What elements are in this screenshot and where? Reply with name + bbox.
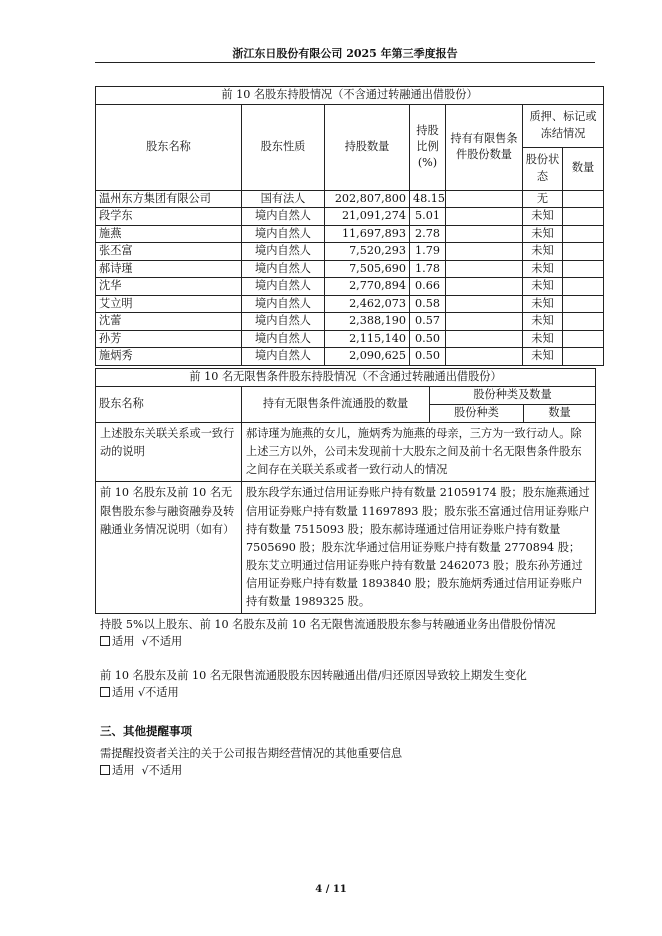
cell-quantity: 2,462,073	[325, 295, 410, 313]
cell-status: 无	[523, 190, 563, 208]
header-pledge-status: 股份状态	[523, 147, 563, 190]
cell-name: 施炳秀	[96, 348, 242, 366]
cell-nature: 境内自然人	[242, 278, 325, 296]
cell-pledge-qty	[563, 260, 604, 278]
option-apply: 适用	[112, 635, 135, 648]
top10-table-title: 前 10 名股东持股情况（不含通过转融通出借股份）	[96, 87, 604, 105]
cell-nature: 境内自然人	[242, 313, 325, 331]
cell-restricted	[446, 313, 523, 331]
cell-ratio: 1.79	[410, 243, 446, 261]
relation-label: 上述股东关联关系或一致行动的说明	[96, 423, 242, 482]
lending-options	[100, 633, 556, 650]
unrestricted-table-title: 前 10 名无限售条件股东持股情况（不含通过转融通出借股份）	[96, 369, 596, 387]
cell-status: 未知	[523, 278, 563, 296]
cell-restricted	[446, 208, 523, 226]
cell-quantity: 2,770,894	[325, 278, 410, 296]
cell-pledge-qty	[563, 295, 604, 313]
option-apply: 适用	[112, 764, 135, 777]
checkbox-icon	[100, 636, 110, 646]
header-share-count: 数量	[524, 405, 596, 423]
table-row	[96, 313, 604, 331]
table-row	[96, 260, 604, 278]
cell-quantity: 11,697,893	[325, 225, 410, 243]
table-row	[96, 190, 604, 208]
cell-restricted	[446, 295, 523, 313]
cell-pledge-qty	[563, 313, 604, 331]
cell-name: 郝诗瑾	[96, 260, 242, 278]
cell-restricted	[446, 348, 523, 366]
checkbox-icon	[100, 765, 110, 775]
cell-name: 张丕富	[96, 243, 242, 261]
cell-pledge-qty	[563, 208, 604, 226]
lending-disclosure	[100, 616, 556, 650]
header-unres-quantity: 持有无限售条件流通股的数量	[242, 387, 430, 423]
cell-restricted	[446, 243, 523, 261]
cell-nature: 境内自然人	[242, 225, 325, 243]
top10-shareholders-table	[95, 86, 604, 366]
cell-status: 未知	[523, 313, 563, 331]
cell-ratio: 1.78	[410, 260, 446, 278]
section-title: 三、其他提醒事项	[100, 724, 192, 738]
cell-name: 段学东	[96, 208, 242, 226]
header-share-type-group: 股份种类及数量	[430, 387, 596, 405]
cell-pledge-qty	[563, 225, 604, 243]
table-row	[96, 225, 604, 243]
header-pledge-group: 质押、标记或冻结情况	[523, 104, 604, 147]
table-row	[96, 243, 604, 261]
cell-name: 温州东方集团有限公司	[96, 190, 242, 208]
lending-change-disclosure	[100, 667, 527, 701]
cell-status: 未知	[523, 348, 563, 366]
table-row	[96, 348, 604, 366]
cell-status: 未知	[523, 330, 563, 348]
margin-trading-label: 前 10 名股东及前 10 名无限售股东参与融资融券及转融通业务情况说明（如有）	[96, 482, 242, 614]
cell-restricted	[446, 330, 523, 348]
cell-pledge-qty	[563, 278, 604, 296]
cell-nature: 国有法人	[242, 190, 325, 208]
option-not-apply: √不适用	[137, 686, 179, 699]
cell-ratio: 0.58	[410, 295, 446, 313]
header-shareholder-name: 股东名称	[96, 104, 242, 190]
cell-ratio: 0.50	[410, 348, 446, 366]
header-unres-name: 股东名称	[96, 387, 242, 423]
header-pledge-quantity: 数量	[563, 147, 604, 190]
cell-nature: 境内自然人	[242, 348, 325, 366]
cell-ratio: 0.66	[410, 278, 446, 296]
page-header: 浙江东日股份有限公司 2025 年第三季度报告	[232, 47, 458, 60]
cell-pledge-qty	[563, 190, 604, 208]
cell-quantity: 7,520,293	[325, 243, 410, 261]
cell-ratio: 48.15	[410, 190, 446, 208]
lending-change-text: 前 10 名股东及前 10 名无限售流通股股东因转融通出借/归还原因导致较上期发生变化	[100, 669, 527, 682]
cell-name: 艾立明	[96, 295, 242, 313]
cell-restricted	[446, 260, 523, 278]
cell-nature: 境内自然人	[242, 243, 325, 261]
cell-status: 未知	[523, 208, 563, 226]
cell-nature: 境内自然人	[242, 208, 325, 226]
cell-ratio: 5.01	[410, 208, 446, 226]
cell-pledge-qty	[563, 243, 604, 261]
table-row	[96, 330, 604, 348]
cell-restricted	[446, 190, 523, 208]
header-restricted-shares: 持有有限售条件股份数量	[446, 104, 523, 190]
other-reminders	[100, 745, 402, 779]
margin-trading-text: 股东段学东通过信用证券账户持有数量 21059174 股；股东施燕通过信用证券账户持有数量 11697893 股；股东张丕富通过信用证券账户持有数量 7515093 股；股东郝诗瑾通过信用证券账户持有数量 7505690 股；股东沈华通过信用证券账户持有数量 2770894 股；股东艾立明通过信用证券账户持有数量 2462073 股；股东孙芳通过信用证券账户持有数量 1893840 股；股东施炳秀通过信用证券账户持有数量 1989325 股。	[242, 482, 596, 614]
cell-name: 施燕	[96, 225, 242, 243]
cell-name: 沈华	[96, 278, 242, 296]
cell-quantity: 21,091,274	[325, 208, 410, 226]
option-apply: 适用	[112, 686, 135, 699]
option-not-apply: √不适用	[141, 635, 183, 648]
cell-quantity: 7,505,690	[325, 260, 410, 278]
cell-nature: 境内自然人	[242, 295, 325, 313]
cell-status: 未知	[523, 243, 563, 261]
cell-quantity: 2,090,625	[325, 348, 410, 366]
header-shareholder-nature: 股东性质	[242, 104, 325, 190]
other-reminders-text: 需提醒投资者关注的关于公司报告期经营情况的其他重要信息	[100, 747, 403, 760]
page-number: 4 / 11	[315, 884, 347, 895]
cell-name: 沈蕾	[96, 313, 242, 331]
cell-pledge-qty	[563, 348, 604, 366]
cell-nature: 境内自然人	[242, 330, 325, 348]
unrestricted-shareholders-table	[95, 368, 596, 614]
option-not-apply: √不适用	[141, 764, 183, 777]
cell-ratio: 0.57	[410, 313, 446, 331]
header-share-ratio: 持股比例(%)	[410, 104, 446, 190]
cell-quantity: 202,807,800	[325, 190, 410, 208]
cell-status: 未知	[523, 260, 563, 278]
cell-nature: 境内自然人	[242, 260, 325, 278]
other-reminders-options	[100, 762, 402, 779]
cell-restricted	[446, 225, 523, 243]
table-row	[96, 278, 604, 296]
cell-quantity: 2,115,140	[325, 330, 410, 348]
cell-status: 未知	[523, 295, 563, 313]
lending-change-options	[100, 684, 527, 701]
checkbox-icon	[100, 687, 110, 697]
cell-status: 未知	[523, 225, 563, 243]
cell-ratio: 0.50	[410, 330, 446, 348]
table-row	[96, 208, 604, 226]
relation-text: 郝诗瑾为施燕的女儿，施炳秀为施燕的母亲，三方为一致行动人。除上述三方以外，公司未发现前十大股东之间及前十名无限售条件股东之间存在关联关系或者一致行动人的情况	[242, 423, 596, 482]
cell-ratio: 2.78	[410, 225, 446, 243]
header-divider	[95, 62, 595, 63]
lending-disclosure-text: 持股 5%以上股东、前 10 名股东及前 10 名无限售流通股股东参与转融通业务出借股份情况	[100, 618, 556, 631]
header-share-type: 股份种类	[430, 405, 524, 423]
table-row	[96, 295, 604, 313]
cell-quantity: 2,388,190	[325, 313, 410, 331]
header-share-quantity: 持股数量	[325, 104, 410, 190]
cell-name: 孙芳	[96, 330, 242, 348]
cell-pledge-qty	[563, 330, 604, 348]
cell-restricted	[446, 278, 523, 296]
